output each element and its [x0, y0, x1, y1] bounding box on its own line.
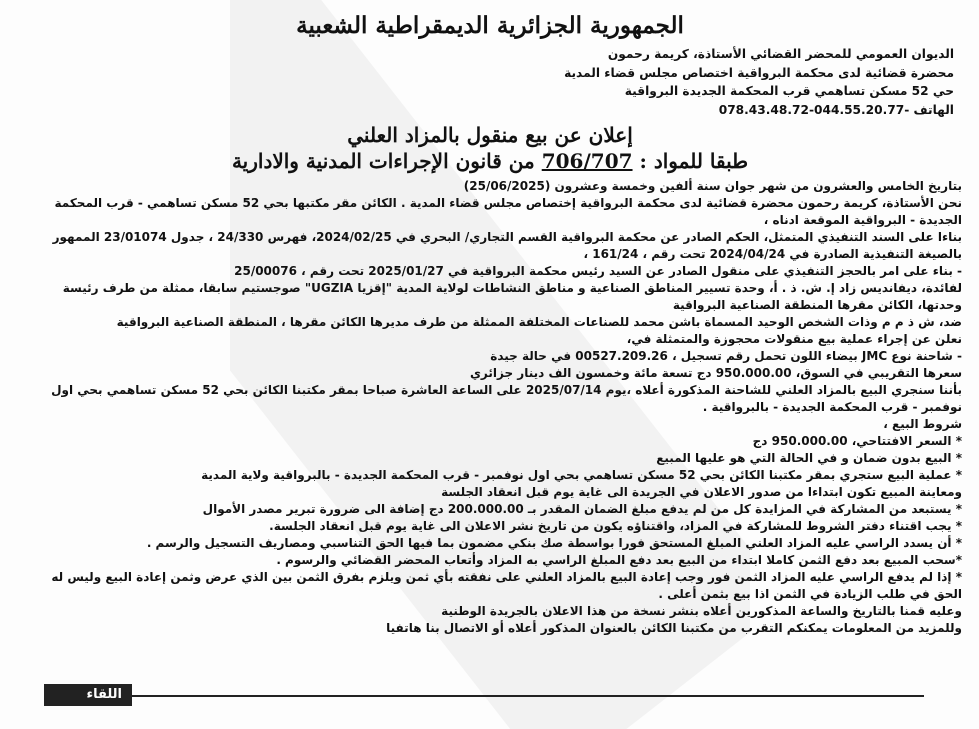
body-line: نوفمبر - قرب المحكمة الجديدة - بالبرواقية . [702, 400, 962, 414]
articles-prefix: طبقا للمواد : [639, 149, 749, 173]
body-line: بأننا سنجري البيع بالمزاد العلني للشاحنة المذكورة أعلاه ،يوم 2025/07/14 على الساعة العاشرة صباحا بمقر مكتبنا الكائن بحي 52 مسكن تساهمي بحي اول [51, 383, 962, 397]
body-line: بناءا على السند التنفيذي المتمثل، الحكم الصادر عن محكمة البرواقية القسم التجاري/ البحري في 2024/02/25، فهرس 24/330 ، جدول 23/01074 الممهور [52, 230, 962, 244]
newspaper-tag: اللقاء [44, 684, 132, 706]
announcement-title: إعلان عن بيع منقول بالمزاد العلني [347, 123, 633, 147]
body-line: بالصيغة التنفيذية الصادرة في 2024/04/24 تحت رقم ، 161/24 ، [583, 247, 962, 261]
announcement-subtitle [18, 148, 962, 174]
body-line: - شاحنة نوع JMC بيضاء اللون تحمل رقم تسجيل ، 00527.209.26 في حالة جيدة [490, 349, 962, 363]
articles-suffix: من قانون الإجراءات المدنية والادارية [231, 149, 535, 173]
body-line: وحدتها، الكائن مقرها المنطقة الصناعية البرواقية [672, 298, 962, 312]
header-line: حي 52 مسكن تساهمي قرب المحكمة الجديدة البرواقية [624, 84, 954, 98]
body-line: شروط البيع ، [883, 417, 962, 431]
header-line: الديوان العمومي للمحضر القضائي الأستاذة، كريمة رحمون [607, 47, 954, 61]
bailiff-header [18, 45, 954, 119]
body-line: نحن الأستاذة، كريمة رحمون محضرة قضائية لدى محكمة البرواقية إختصاص مجلس قضاء المدية . الكائن مقر مكتبها بحي 52 مسكن تساهمي - قرب المحكمة [54, 196, 962, 210]
body-line: الحق في طلب الزيادة في الثمن اذا بيع بثمن أعلى . [658, 587, 962, 601]
body-line: *سحب المبيع بعد دفع الثمن كاملا ابتداء من البيع بعد دفع المبلغ الراسي به المزاد وأتعاب المحضر القضائي والرسوم . [276, 553, 962, 567]
body-line: وعليه قمنا بالتاريخ والساعة المذكورين أعلاه بنشر نسخة من هذا الاعلان بالجريدة الوطنية [441, 604, 962, 618]
articles-numbers: 706/707 [541, 149, 633, 173]
body-line: ومعاينة المبيع تكون ابتداءا من صدور الاعلان في الجريدة الى غاية يوم قبل انعقاد الجلسة [441, 485, 962, 499]
body-line: لفائدة، ديفانديس زاد إ. ش. ذ . أ، وحدة تسيير المناطق الصناعية و مناطق النشاطات لولاية المدية "إقزيا UGZIA" صوجستيم سابقا، ممثلة من طرف رئيسة [62, 281, 962, 295]
body-line: * إذا لم يدفع الراسي عليه المزاد الثمن فور وجب إعادة البيع بالمزاد العلني على نفقته بأي ثمن ويلزم بفرق الثمن بين الذي عرض وثمن إعادة البيع وليس له [51, 570, 962, 584]
body-line: * البيع بدون ضمان و في الحالة التي هو عليها المبيع [656, 451, 962, 465]
body-line: * عملية البيع ستجري بمقر مكتبنا الكائن بحي 52 مسكن تساهمي بحي اول نوفمبر - قرب المحكمة الجديدة - بالبرواقية ولاية المدية [201, 468, 962, 482]
body-line: الجديدة - البرواقية الموقعة ادناه ، [763, 213, 962, 227]
body-line: وللمزيد من المعلومات يمكنكم التقرب من مكتبنا الكائن بالعنوان المذكور أعلاه أو الاتصال بنا هاتفيا [386, 621, 962, 635]
footer-rule [44, 695, 924, 697]
header-line: محضرة قضائية لدى محكمة البرواقية اختصاص مجلس قضاء المدية [564, 65, 954, 80]
body-line: ضد، ش ذ م م وذات الشخص الوحيد المسماة باشن محمد للصناعات المختلفة الممثلة من طرف مديرها الكائن مقرها ، المنطقة الصناعية البرواقية [116, 315, 962, 329]
body-line: سعرها التقريبي في السوق، 950.000.00 دج تسعة مائة وخمسون الف دينار جزائري [469, 366, 962, 380]
body-line: * يجب اقتناء دفتر الشروط للمشاركة في المزاد، واقتناؤه يكون من تاريخ نشر الاعلان الى غاية يوم قبل انعقاد الجلسة. [269, 519, 962, 533]
body-line: بتاريخ الخامس والعشرون من شهر جوان سنة ألفين وخمسة وعشرون (25/06/2025) [463, 179, 962, 193]
header-phone: الهاتف -044.55.20.77-078.43.48.72 [718, 102, 954, 117]
body-line: نعلن عن إجراء عملية بيع منقولات محجوزة والمتمثلة في، [626, 332, 962, 346]
body-line: * أن يسدد الراسي عليه المزاد العلني المبلغ المستحق فورا بواسطة صك بنكي مضمون بما فيها الحق التناسبي ومصاريف التسجيل والرسم . [146, 536, 962, 550]
body-line: * السعر الافتتاحي، 950.000.00 دج [752, 434, 962, 448]
body-line: - بناء على امر بالحجز التنفيذي على منقول الصادر عن السيد رئيس محكمة البرواقية في 2025/01/27 تحت رقم ، 25/00076 [234, 264, 962, 278]
notice-body [18, 178, 962, 637]
body-line: * يستبعد من المشاركة في المزايدة كل من لم يدفع مبلغ الضمان المقدر بـ 200.000.00 دج إضافة الى ضرورة تبرير مصدر الأموال [202, 502, 962, 516]
page-title: الجمهورية الجزائرية الديمقراطية الشعبية [296, 12, 684, 39]
notice-content [18, 10, 962, 637]
